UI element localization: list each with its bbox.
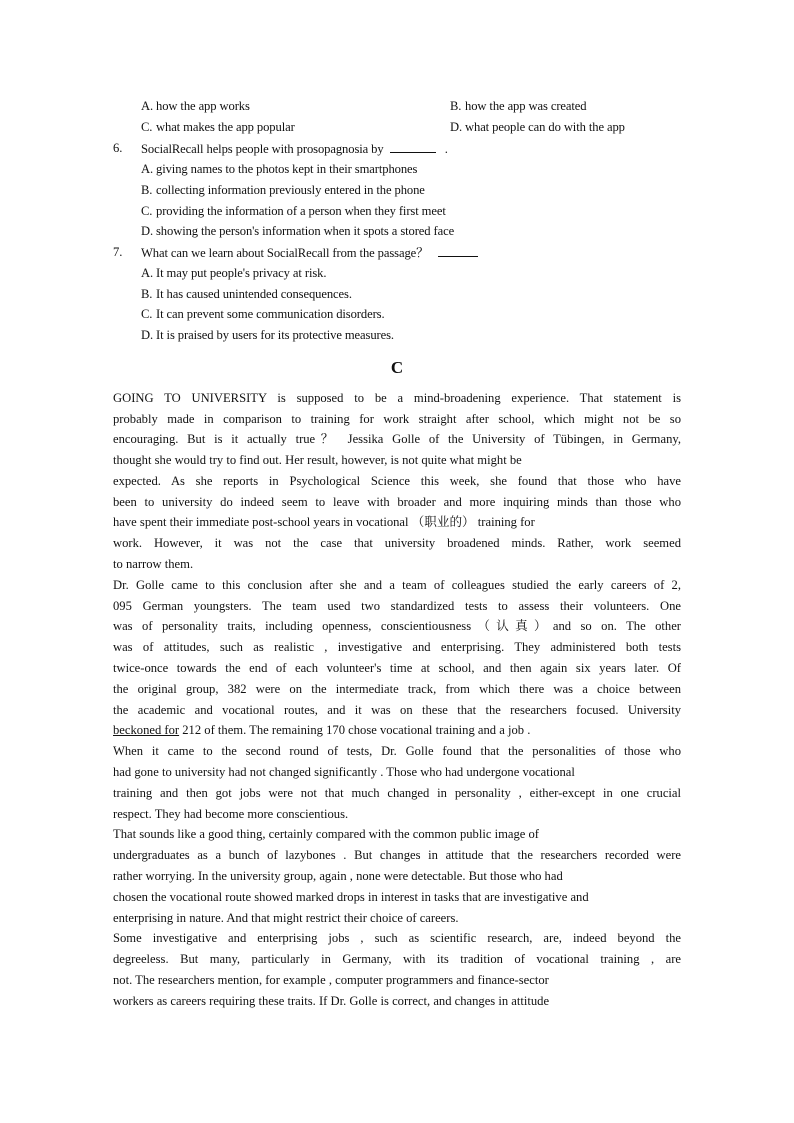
stem-period: . [444,142,448,156]
passage-line: degreeless. But many, particularly in Germany, with its tradition of vocational training , are [113,952,681,966]
option-letter: D. [450,120,463,134]
question-stem-text: SocialRecall helps people with prosopagnosia by [141,142,384,156]
option-text: It may put people's privacy at risk. [156,266,327,280]
q5-option-b [450,98,587,114]
passage-line: was of attitudes, such as realistic , investigative and enterprising. They administered both tests [113,640,681,654]
passage-line [113,722,681,738]
passage-line: training and then got jobs were not that much changed in personality , either-except in one crucial [113,786,681,800]
section-heading: C [390,358,404,377]
option-text: giving names to the photos kept in their smartphones [156,162,418,176]
option-text: collecting information previously entered in the phone [156,183,425,197]
passage-line: undergraduates as a bunch of lazybones . But changes in attitude that the researchers recorded were [113,848,681,862]
passage-line: been to university do indeed seem to leave with broader and more inquiring minds than those who [113,495,681,509]
q5-option-d [450,119,625,135]
option-letter: D. [141,224,154,238]
option-letter: B. [450,99,462,113]
passage-line: enterprising in nature. And that might restrict their choice of careers. [113,911,459,925]
q5-option-a [141,98,250,114]
q6-option-d [141,223,454,239]
passage-line: GOING TO UNIVERSITY is supposed to be a mind-broadening experience. That statement is [113,391,681,405]
passage-line: respect. They had become more conscientious. [113,807,349,821]
passage-line: expected. As she reports in Psychological Science this week, she found that those who have [113,474,681,488]
passage-line: twice-once towards the end of each volunteer's time at school, and then again six years later. Of [113,661,681,675]
option-text: how the app was created [465,99,587,113]
option-letter: D. [141,328,154,342]
q7-option-b [141,286,352,302]
q7-option-d [141,327,394,343]
q7-option-c [141,306,385,322]
option-letter: C. [141,307,153,321]
question-6-number: 6. [113,141,123,155]
option-text: what makes the app popular [156,120,295,134]
passage-line: had gone to university had not changed significantly . Those who had undergone vocational [113,765,575,779]
passage-line: have spent their immediate post-school years in vocational （职业的） training for [113,515,535,529]
option-letter: C. [141,204,153,218]
option-letter: B. [141,287,153,301]
line-rest: 212 of them. The remaining 170 chose vocational training and a job . [179,723,531,737]
option-letter: A. [141,162,154,176]
question-stem-text: What can we learn about SocialRecall from the passage？ [141,246,429,260]
option-text: It is praised by users for its protective measures. [156,328,394,342]
option-text: showing the person's information when it spots a stored face [156,224,455,238]
q7-option-a [141,265,326,281]
option-letter: A. [141,99,154,113]
passage-line: thought she would try to find out. Her result, however, is not quite what might be [113,453,522,467]
option-letter: B. [141,183,153,197]
passage-line: to narrow them. [113,557,194,571]
question-7-number: 7. [113,245,123,259]
passage-line: When it came to the second round of tests, Dr. Golle found that the personalities of those who [113,744,681,758]
passage-line: chosen the vocational route showed marked drops in interest in tasks that are investigative and [113,890,589,904]
passage-line: was of personality traits, including openness, conscientiousness（认真）and so on. The other [113,619,681,633]
q5-option-c [141,119,295,135]
passage-line: Some investigative and enterprising jobs , such as scientific research, are, indeed beyond the [113,931,681,945]
option-text: providing the information of a person when they first meet [156,204,446,218]
question-6-stem [141,140,448,157]
q6-option-b [141,182,425,198]
option-text: how the app works [156,99,250,113]
option-letter: A. [141,266,154,280]
option-text: It has caused unintended consequences. [156,287,352,301]
passage-line: 095 German youngsters. The team used two standardized tests to assess their volunteers. One [113,599,681,613]
passage-line: probably made in comparison to training for work straight after school, which might not be so [113,412,681,426]
option-letter: C. [141,120,153,134]
passage-line: Dr. Golle came to this conclusion after she and a team of colleagues studied the early careers of 2, [113,578,681,592]
q6-option-c [141,203,446,219]
passage-line: not. The researchers mention, for example , computer programmers and finance-sector [113,973,549,987]
passage-line: encouraging. But is it actually true？ Jessika Golle of the University of Tübingen, in Germany, [113,432,681,446]
passage-line: the original group, 382 were on the intermediate track, from which there was a choice between [113,682,681,696]
passage-line: workers as careers requiring these traits. If Dr. Golle is correct, and changes in attitude [113,994,550,1008]
answer-blank [390,140,436,153]
underlined-phrase: beckoned for [113,723,180,737]
q6-option-a [141,161,417,177]
answer-blank [438,244,478,257]
option-text: It can prevent some communication disorders. [156,307,385,321]
option-text: what people can do with the app [465,120,625,134]
passage-line: the academic and vocational routes, and it was on these that the researchers focused. University [113,703,681,717]
passage-line: That sounds like a good thing, certainly compared with the common public image of [113,827,539,841]
passage-line: rather worrying. In the university group, again , none were detectable. But those who had [113,869,563,883]
passage-line: work. However, it was not the case that university broadened minds. Rather, work seemed [113,536,681,550]
question-7-stem [141,244,478,261]
